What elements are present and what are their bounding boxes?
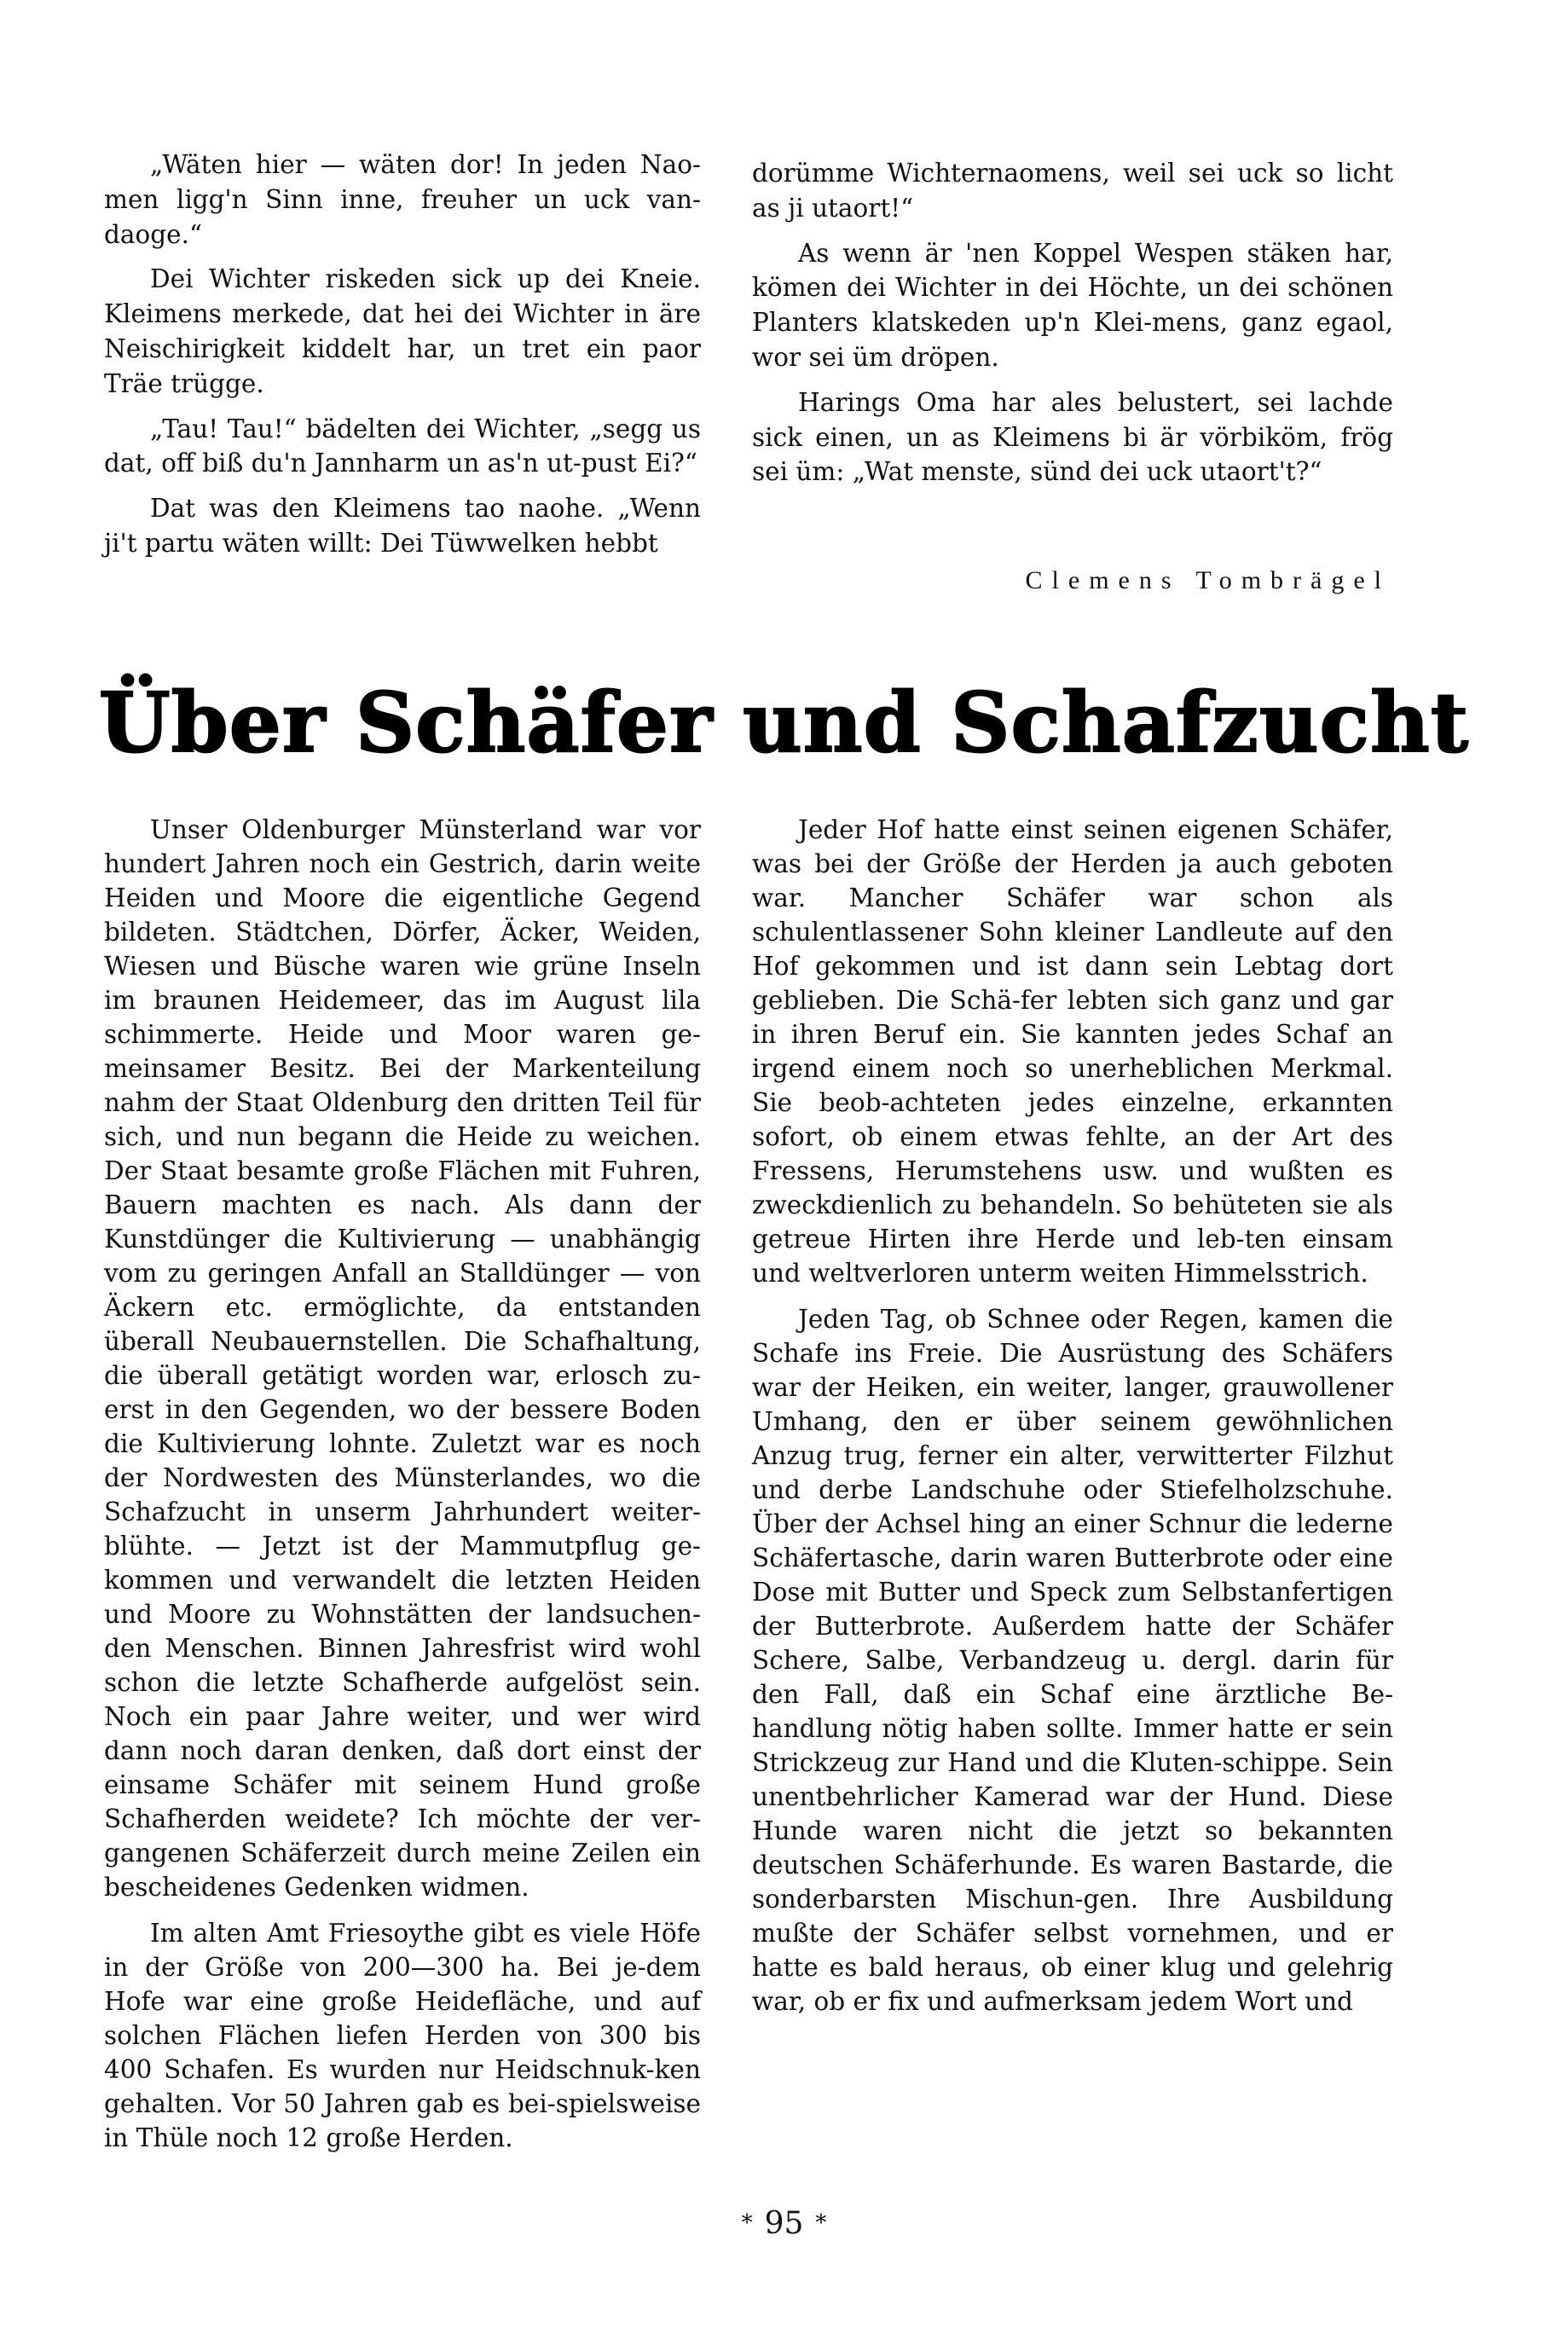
- paragraph: Dei Wichter riskeden sick up dei Kneie. Kleimens merkede, dat hei dei Wichter in äre Neischirigkeit kiddelt har, un tret ein paor Träe trügge.: [104, 264, 701, 398]
- article-title: Über Schäfer und Schafzucht: [98, 675, 1470, 771]
- article-right-column: [752, 813, 1393, 2030]
- paragraph: „Tau! Tau!“ bädelten dei Wichter, „segg us dat, off biß du'n Jannharm un as'n ut-pust Ei?“: [104, 414, 701, 478]
- author-signature: Clemens Tombrägel: [1025, 566, 1391, 594]
- paragraph: Harings Oma har ales belustert, sei lachde sick einen, un as Kleimens bi är vörbiköm, frög sei üm: „Wat menste, sünd dei uck utaort't?“: [752, 387, 1393, 487]
- star-ornament-left: *: [741, 2210, 753, 2236]
- article-left-column: [104, 813, 701, 2167]
- top-right-column: [752, 156, 1393, 500]
- paragraph: dorümme Wichternaomens, weil sei uck so licht as ji utaort!“: [752, 159, 1393, 223]
- page-number-value: 95: [764, 2206, 804, 2241]
- paragraph: Im alten Amt Friesoythe gibt es viele Höfe in der Größe von 200—300 ha. Bei je-dem Hofe war eine große Heidefläche, und auf solchen Flächen liefen Herden von 300 bis 400 Schafen. Es wurden nur Heidschnuk-ken gehalten. Vor 50 Jahren gab es bei-spielsweise in Thüle noch 12 große Herden.: [104, 1919, 701, 2152]
- paragraph: As wenn är 'nen Koppel Wespen stäken har, kömen dei Wichter in dei Höchte, un dei schönen Planters klatskeden up'n Klei-mens, ganz egaol, wor sei üm dröpen.: [752, 238, 1393, 372]
- page-number: [0, 2206, 1568, 2241]
- paragraph: Unser Oldenburger Münsterland war vor hundert Jahren noch ein Gestrich, darin weite Heiden und Moore die eigentliche Gegend bildeten. Städtchen, Dörfer, Äcker, Weiden, Wiesen und Büsche waren wie grüne Inseln im braunen Heidemeer, das im August lila schimmerte. Heide und Moor waren ge-meinsamer Besitz. Bei der Markenteilung nahm der Staat Oldenburg den dritten Teil für sich, und nun begann die Heide zu weichen. Der Staat besamte große Flächen mit Fuhren, Bauern machten es nach. Als dann der Kunstdünger die Kultivierung — unabhängig vom zu geringen Anfall an Stalldünger — von Äckern etc. ermöglichte, da entstanden überall Neubauernstellen. Die Schafhaltung, die überall getätigt worden war, erlosch zu-erst in den Gegenden, wo der bessere Boden die Kultivierung lohnte. Zuletzt war es noch der Nordwesten des Münsterlandes, wo die Schafzucht in unserm Jahrhundert weiter-blühte. — Jetzt ist der Mammutpflug ge-kommen und verwandelt die letzten Heiden und Moore zu Wohnstätten der landsuchen-den Menschen. Binnen Jahresfrist wird wohl schon die letzte Schafherde aufgelöst sein. Noch ein paar Jahre weiter, und wer wird dann noch daran denken, daß dort einst der einsame Schäfer mit seinem Hund große Schafherden weidete? Ich möchte der ver-gangenen Schäferzeit durch meine Zeilen ein bescheidenes Gedenken widmen.: [104, 815, 701, 1902]
- paragraph: Jeden Tag, ob Schnee oder Regen, kamen die Schafe ins Freie. Die Ausrüstung des Schäfers war der Heiken, ein weiter, langer, grauwollener Umhang, den er über seinem gewöhnlichen Anzug trug, ferner ein alter, verwitterter Filzhut und derbe Landschuhe oder Stiefelholzschuhe. Über der Achsel hing an einer Schnur die lederne Schäfertasche, darin waren Butterbrote oder eine Dose mit Butter und Speck zum Selbstanfertigen der Butterbrote. Außerdem hatte der Schäfer Schere, Salbe, Verbandzeug u. dergl. darin für den Fall, daß ein Schaf eine ärztliche Be-handlung nötig haben sollte. Immer hatte er sein Strickzeug zur Hand und die Kluten-schippe. Sein unentbehrlicher Kamerad war der Hund. Diese Hunde waren nicht die jetzt so bekannten deutschen Schäferhunde. Es waren Bastarde, die sonderbarsten Mischun-gen. Ihre Ausbildung mußte der Schäfer selbst vornehmen, und er hatte es bald heraus, ob einer klug und gelehrig war, ob er fix und aufmerksam jedem Wort und: [752, 1305, 1393, 2016]
- paragraph: Dat was den Kleimens tao naohe. „Wenn ji't partu wäten willt: Dei Tüwwelken hebbt: [104, 494, 701, 558]
- paragraph: Jeder Hof hatte einst seinen eigenen Schäfer, was bei der Größe der Herden ja auch geboten war. Mancher Schäfer war schon als schulentlassener Sohn kleiner Landleute auf den Hof gekommen und ist dann sein Lebtag dort geblieben. Die Schä-fer lebten sich ganz und gar in ihren Beruf ein. Sie kannten jedes Schaf an irgend einem noch so unerheblichen Merkmal. Sie beob-achteten jedes einzelne, erkannten sofort, ob einem etwas fehlte, an der Art des Fressens, Herumstehens usw. und wußten es zweckdienlich zu behandeln. So behüteten sie als getreue Hirten ihre Herde und leb-ten einsam und weltverloren unterm weiten Himmelsstrich.: [752, 815, 1393, 1288]
- star-ornament-right: *: [815, 2210, 827, 2236]
- top-left-column: [104, 148, 701, 571]
- paragraph: „Wäten hier — wäten dor! In jeden Nao-men ligg'n Sinn inne, freuher un uck van-daoge.“: [104, 150, 701, 249]
